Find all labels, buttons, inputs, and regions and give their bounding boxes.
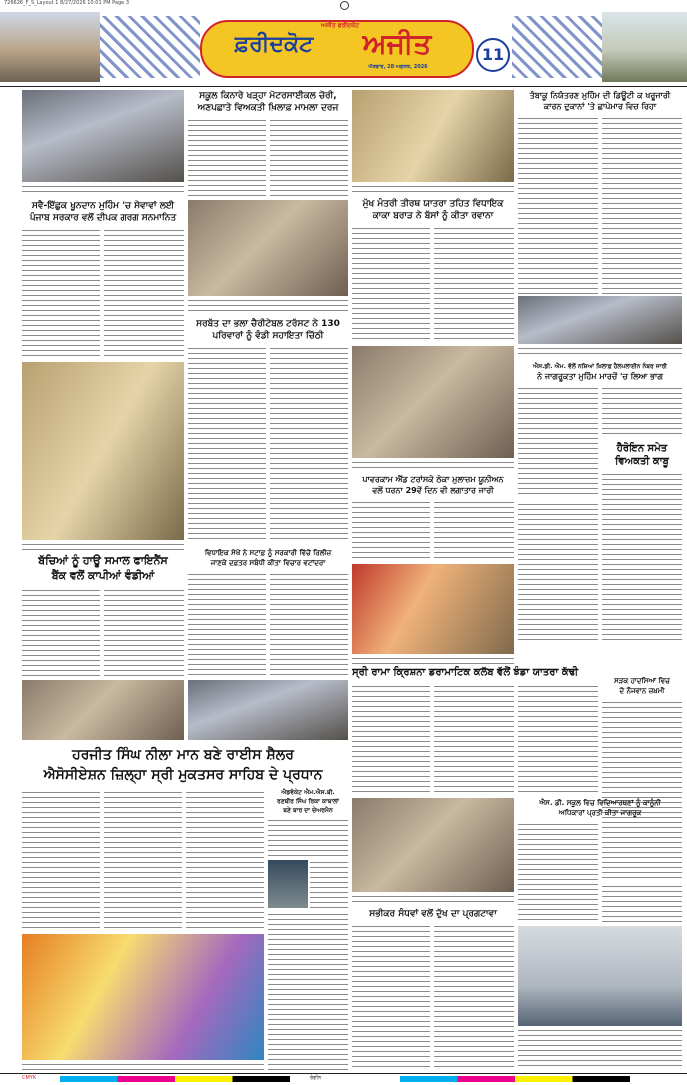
- masthead-building-right: [602, 12, 687, 82]
- article-body: [188, 118, 266, 198]
- article-body: [188, 572, 266, 676]
- article-body: [22, 228, 100, 360]
- masthead-name-left: ਫ਼ਰੀਦਕੋਟ: [234, 32, 314, 57]
- photo-pilgrims: [188, 200, 348, 296]
- photo-caption: [188, 298, 348, 312]
- footer-rule: [0, 1073, 687, 1074]
- article-body: [310, 860, 348, 908]
- headline-pilgrimage-buses-2: ਕਾਕਾ ਬਰਾੜ ਨੇ ਬੱਸਾਂ ਨੂੰ ਕੀਤਾ ਰਵਾਨਾ: [372, 211, 494, 221]
- headline-blood-donation-2: ਪੰਜਾਬ ਸਰਕਾਰ ਵਲੋਂ ਦੀਪਕ ਗਰਗ ਸਨਮਾਨਿਤ: [29, 213, 177, 223]
- photo-award-ceremony: [22, 90, 184, 182]
- headline-trust-aid-2: ਪਰਿਵਾਰਾਂ ਨੂੰ ਵੰਡੀ ਸਹਾਇਤਾ ਚਿੱਠੀ: [212, 331, 324, 341]
- masthead-building-left: [0, 12, 100, 82]
- headline-rice-sheller-2: ਐਸੋਸੀਏਸ਼ਨ ਜ਼ਿਲ੍ਹਾ ਸ੍ਰੀ ਮੁਕਤਸਰ ਸਾਹਿਬ ਦੇ ਪ੍ਰਧਾਨ: [43, 767, 323, 783]
- headline-bank-notebooks-2: ਬੈਂਕ ਵਲੋਂ ਕਾਪੀਆਂ ਵੰਡੀਆਂ: [51, 569, 155, 582]
- masthead-date: ਐਤਵਾਰ, 28 ਅਗਸਤ, 2026: [368, 64, 428, 70]
- article-body: [518, 502, 598, 642]
- headline-motorcycle-theft-2: ਅਣਪਛਾਤੇ ਵਿਅਕਤੀ ਖ਼ਿਲਾਫ਼ ਮਾਮਲਾ ਦਰਜ: [197, 103, 339, 113]
- headline-tobacco-drive-2: ਕਾਰਨ ਦੁਕਾਨਾਂ 'ਤੇ ਛਾਪੇਮਾਰ ਵਿਚ ਰਿਹਾ: [543, 102, 657, 111]
- registration-mark-icon: [340, 1, 349, 10]
- photo-caption: [352, 184, 514, 194]
- headline-legal-awareness-2: ਅਧਿਕਾਰਾਂ ਪ੍ਰਤੀ ਕੀਤਾ ਜਾਗਰੂਕ: [558, 809, 642, 817]
- headline-trust-aid: ਸਰਬੱਤ ਦਾ ਭਲਾ ਚੈਰੀਟੇਬਲ ਟਰੱਸਟ ਨੇ 130: [196, 319, 340, 329]
- photo-caption: [22, 542, 184, 552]
- headline-bar-chairman: ਐਡਵੋਕੇਟ ਐਮ.ਐਸ.ਬੀ.: [281, 789, 335, 796]
- photo-awareness-rally: [518, 296, 682, 344]
- photo-bus-departure: [352, 90, 514, 182]
- photo-condolence: [352, 798, 514, 892]
- article-body: [602, 884, 682, 924]
- article-body: [104, 588, 184, 676]
- headline-pilgrimage-buses: ਮੁੱਖ ਮੰਤਰੀ ਤੀਰਥ ਯਾਤਰਾ ਤਹਿਤ ਵਿਧਾਇਕ: [362, 199, 504, 209]
- article-body: [518, 822, 598, 922]
- photo-meeting: [188, 680, 348, 740]
- article-body: [270, 118, 348, 198]
- headline-powercom-protest-2: ਵਲੋਂ ਧਰਨਾ 29ਵੇਂ ਦਿਨ ਵੀ ਲਗਾਤਾਰ ਜਾਰੀ: [372, 486, 494, 495]
- color-bar: [400, 1076, 630, 1082]
- headline-powercom-protest: ਪਾਵਰਕਾਮ ਐਂਡ ਟਰਾਂਸਕੋ ਠੇਕਾ ਮੁਲਾਜ਼ਮ ਯੂਨੀਅਨ: [362, 475, 504, 484]
- article-body: [352, 684, 430, 794]
- headline-road-accident-2: ਦੋ ਨੌਜਵਾਨ ਜ਼ਖ਼ਮੀ: [619, 687, 665, 695]
- masthead-name-right: ਅਜੀਤ: [362, 27, 432, 60]
- photo-cultural-event: [22, 934, 264, 1060]
- article-body: [518, 386, 598, 498]
- headline-motorcycle-theft: ਸਕੂਲ ਕਿਨਾਰੇ ਖੜ੍ਹਾ ਮੋਟਰਸਾਈਕਲ ਚੋਰੀ,: [199, 91, 337, 101]
- photo-protest: [352, 346, 514, 458]
- masthead-pattern-left: [100, 16, 200, 78]
- article-body: [602, 386, 682, 438]
- article-body: [104, 790, 182, 930]
- headline-heroin-arrest-2: ਵਿਅਕਤੀ ਕਾਬੂ: [615, 456, 669, 467]
- article-body: [352, 500, 430, 560]
- article-body: [518, 1028, 682, 1070]
- headline-helpline-rally-2: ਨੇ ਜਾਗਰੂਕਤਾ ਮੁਹਿੰਮ ਮਾਰਚੋਂ 'ਚ ਲਿਆ ਭਾਗ: [537, 372, 663, 381]
- headline-flag-procession: ਸ੍ਰੀ ਰਾਮਾ ਕ੍ਰਿਸ਼ਨਾ ਡਰਾਮਾਟਿਕ ਕਲੱਬ ਵੱਲੋਂ ਝੰਡਾ ਯਾਤਰਾ ਕੱਢੀ: [352, 667, 579, 678]
- photo-caption: [22, 184, 184, 196]
- masthead-pattern-right: [512, 16, 602, 78]
- headline-bar-chairman-3: ਬਣੇ ਬਾਰ ਦਾ ਚੇਅਰਮੈਨ: [283, 807, 333, 814]
- article-body: [518, 684, 598, 794]
- masthead-rule: [0, 86, 687, 87]
- article-body: [434, 924, 514, 1070]
- headline-speaker-condolence: ਸਭੀਕਰ ਸੰਧਵਾਂ ਵਲੋਂ ਦੁੱਖ ਦਾ ਪ੍ਰਗਟਾਵਾ: [369, 909, 497, 919]
- article-body: [352, 226, 430, 342]
- article-body: [434, 226, 514, 342]
- print-line: 726626_F_S_Layout 1 8/27/2026 10:01 PM Page 3: [4, 0, 130, 6]
- photo-flag-procession: [352, 564, 514, 654]
- headline-tobacco-drive: ਤੰਬਾਕੂ ਨਿਯੰਤਰਣ ਮੁਹਿੰਮ ਦੀ ਡਿਊਟੀ ਕ ਖਰੂਜਾਰੀ: [529, 91, 671, 100]
- photo-caption: [518, 346, 682, 358]
- article-body: [22, 790, 100, 930]
- photo-students: [518, 926, 682, 1026]
- masthead-kicker: ਅਜੀਤ ਫਰੀਦਕੋਟ: [320, 22, 360, 29]
- article-body: [434, 500, 514, 560]
- photo-caption: [352, 656, 514, 664]
- footer-center: ਰੰਗੀਨ: [310, 1075, 322, 1081]
- article-body: [104, 228, 184, 360]
- photo-group: [22, 680, 184, 740]
- article-body: [270, 572, 348, 676]
- headline-rice-sheller: ਹਰਜੀਤ ਸਿੰਘ ਨੀਲਾ ਮਾਨ ਬਣੇ ਰਾਈਸ ਸ਼ੈਲਰ: [72, 747, 294, 763]
- headline-bar-chairman-2: ਰਣਬੀਰ ਸਿੰਘ ਰਿਕਾ ਕਾਬਾਲਾਂ: [276, 798, 340, 805]
- footer-cmyk: CMYK: [22, 1075, 37, 1081]
- headline-blood-donation: ਸਵੈ-ਇੱਛੁਕ ਖੂਨਦਾਨ ਮੁਹਿੰਮ 'ਚ ਸੇਵਾਵਾਂ ਲਈ: [31, 201, 175, 211]
- article-body: [602, 700, 682, 880]
- headline-mla-meeting: ਵਿਧਾਇਕ ਸੇਖੋਂ ਨੇ ਸਟਾਫ਼ ਨੂੰ ਸਰਕਾਰੀ ਵਿੱਚੋਂ ਰਿਲੀਜ਼: [204, 549, 332, 557]
- photo-caption: [22, 1062, 264, 1072]
- headline-helpline-rally: ਐਸ.ਡੀ. ਐਮ. ਵੱਲੋਂ ਨਸ਼ਿਆਂ ਖ਼ਿਲਾਫ਼ ਹੈਲਪਲਾਈਨ ਨੰਬਰ ਜਾਰੀ: [533, 363, 667, 370]
- article-body: [188, 346, 266, 542]
- masthead: [0, 12, 687, 84]
- photo-caption: [352, 460, 514, 470]
- article-body: [352, 924, 430, 1070]
- article-body: [434, 684, 514, 794]
- headline-road-accident: ਸੜਕ ਹਾਦਸਿਆਂ ਵਿਚ: [614, 677, 670, 685]
- headline-mla-meeting-2: ਜਾਣਕੇ ਦਫ਼ਤਰ ਸਬੰਧੀ ਕੀਤਾ ਵਿਚਾਰ ਵਟਾਂਦਰਾ: [210, 559, 326, 567]
- headline-bank-notebooks: ਬੱਚਿਆਂ ਨੂੰ ਹਾਊ ਸਮਾਲ ਫਾਇਨੈਂਸ: [38, 554, 168, 567]
- headline-legal-awareness: ਐਸ. ਡੀ. ਸਕੂਲ ਵਿਚ ਵਿਦਿਆਰਥਣਾਂ ਨੂੰ ਕਾਨੂੰਨੀ: [539, 799, 661, 807]
- headline-heroin-arrest: ਹੈਰੋਇਨ ਸਮੇਤ: [616, 443, 668, 454]
- masthead-page-number: 11: [476, 38, 510, 72]
- article-body: [268, 818, 348, 858]
- photo-portrait: [268, 860, 308, 908]
- article-body: [270, 346, 348, 542]
- color-bar: [60, 1076, 290, 1082]
- article-body: [268, 912, 348, 1070]
- photo-caption: [352, 894, 514, 904]
- article-body: [186, 790, 264, 930]
- article-body: [22, 588, 100, 676]
- article-body: [602, 472, 682, 642]
- photo-children-notebooks: [22, 362, 184, 540]
